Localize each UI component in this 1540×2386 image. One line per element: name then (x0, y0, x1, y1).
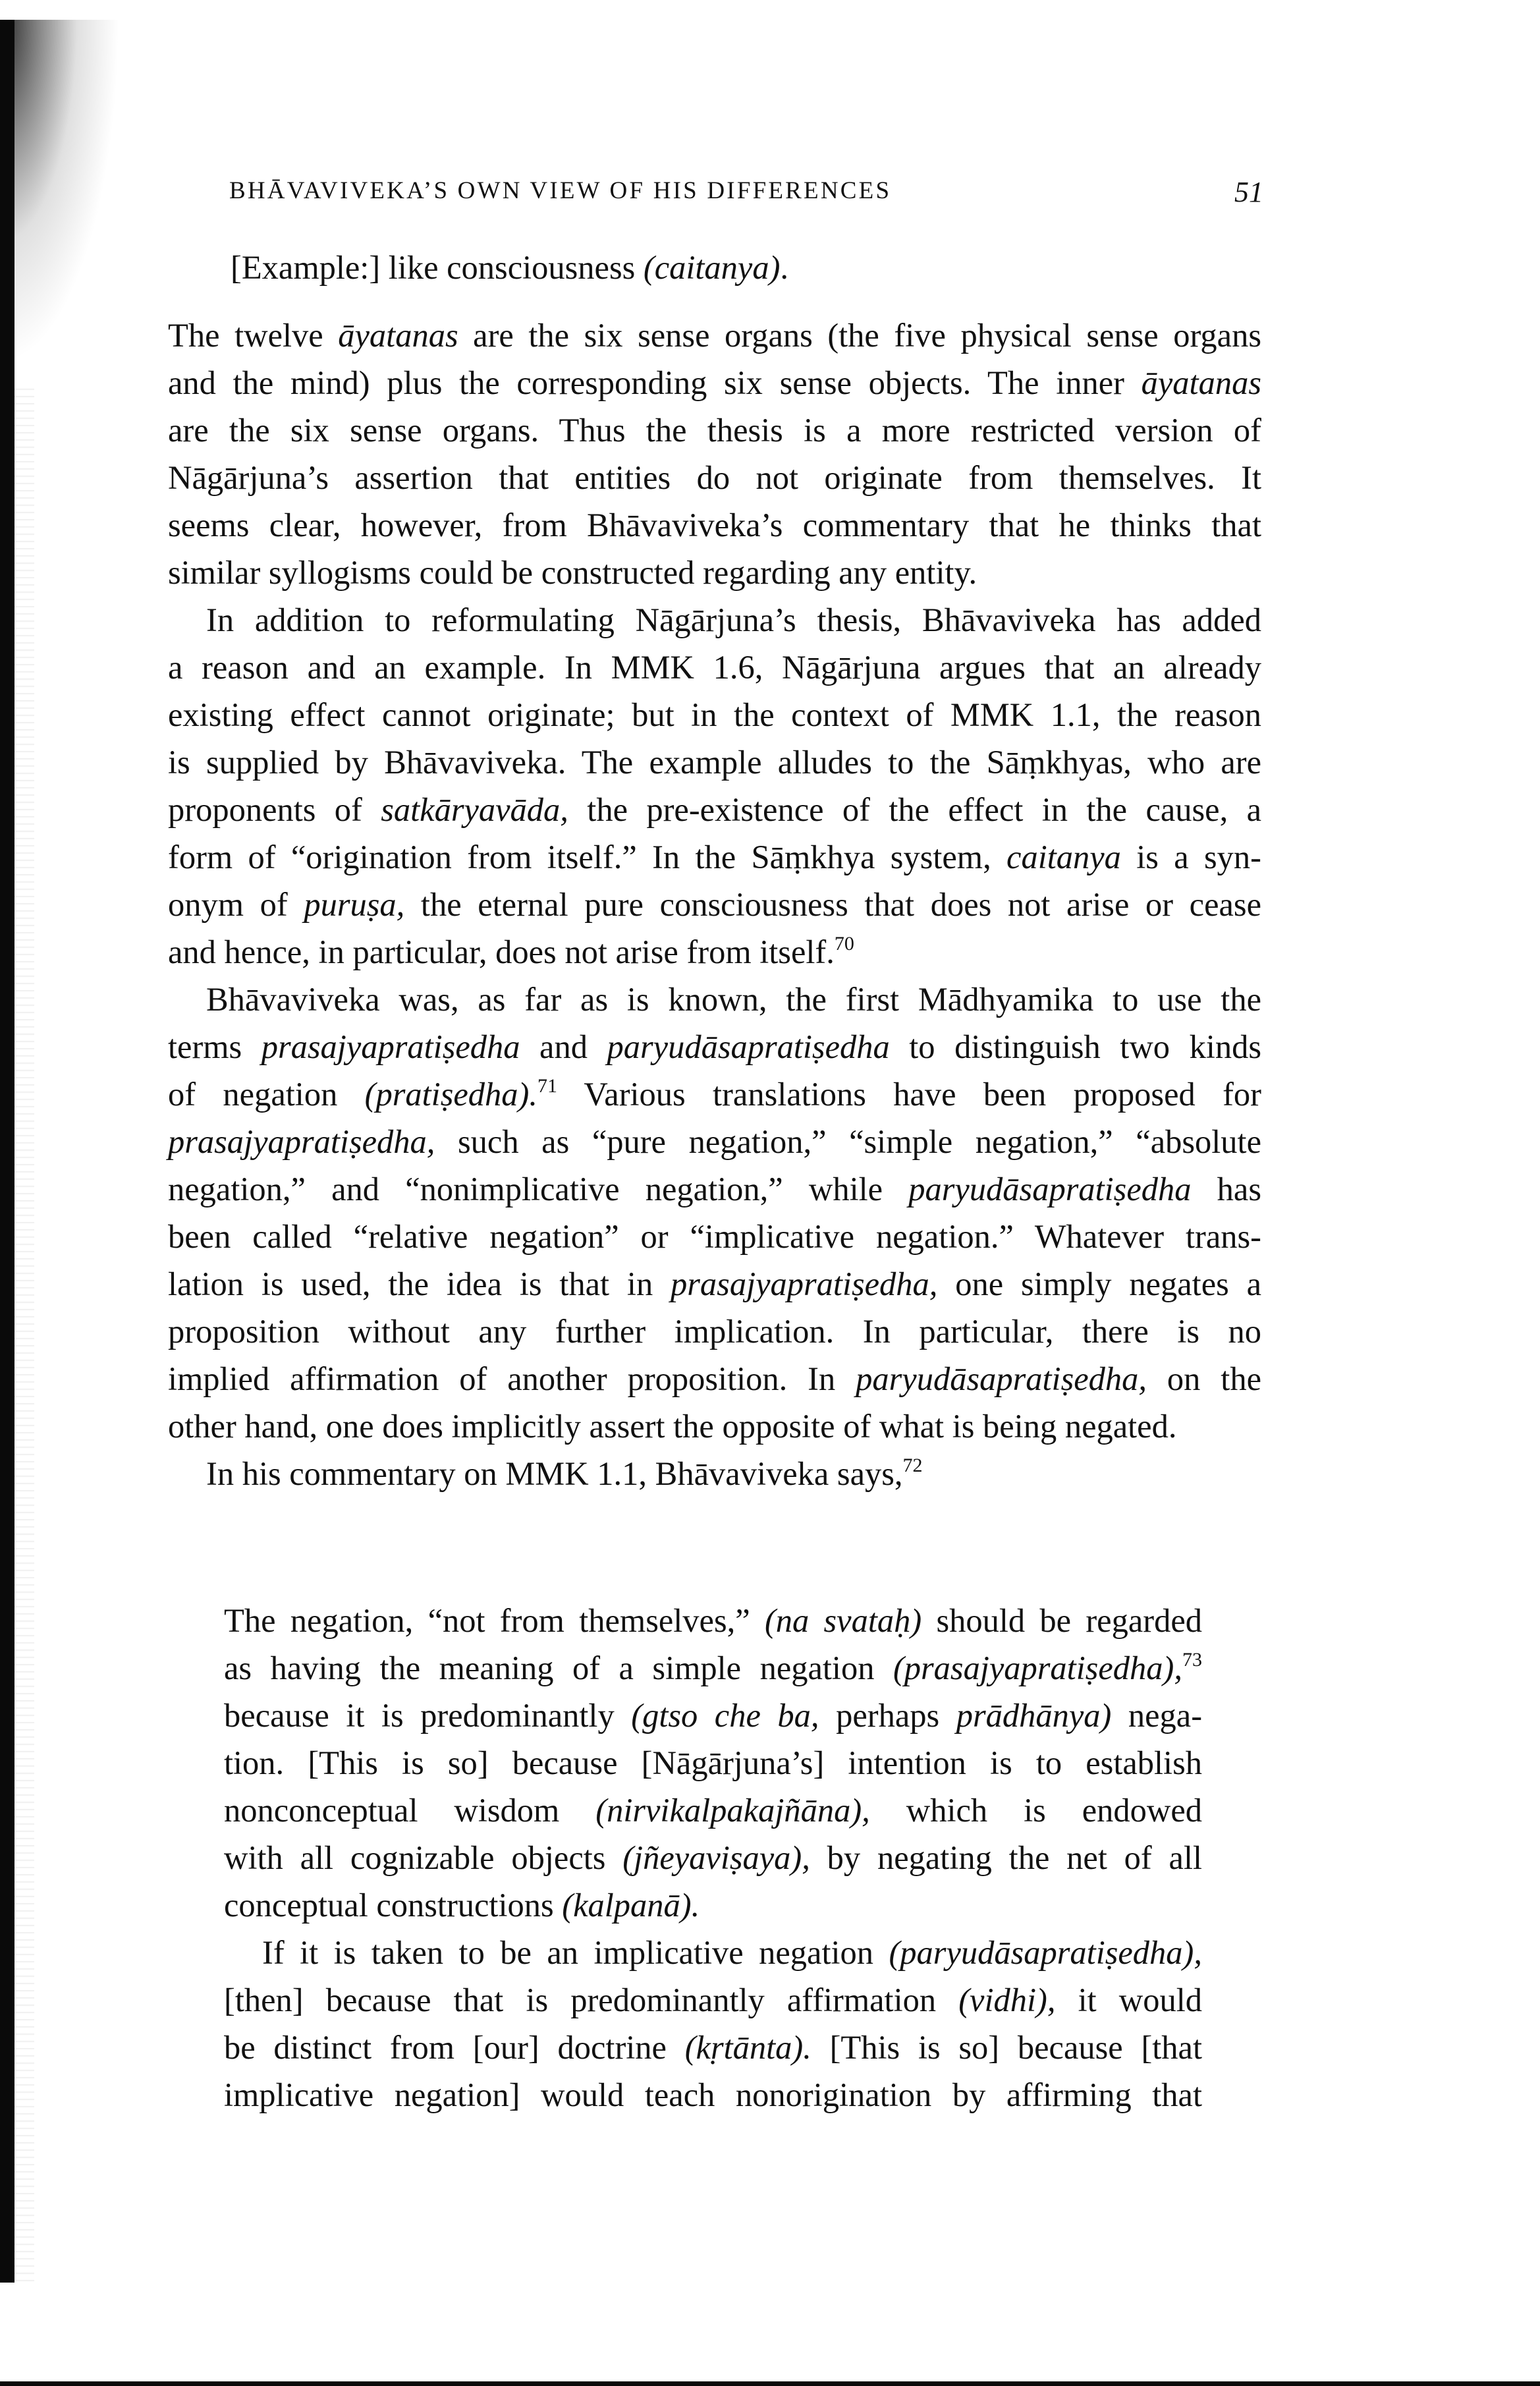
text-run: [This is so] because [that (811, 2029, 1202, 2066)
text-line (168, 928, 1261, 976)
text-run: tion. [This is so] because [Nāgārjuna’s] intention is to establish (224, 1744, 1202, 1781)
text-line (168, 1308, 1261, 1355)
footnote-ref[interactable]: 73 (1182, 1649, 1202, 1671)
text-line (224, 1834, 1202, 1881)
italic-term: āyatanas (1141, 364, 1261, 401)
footnote-ref[interactable]: 72 (902, 1455, 923, 1476)
text-run: been called “relative negation” or “implicative negation.” Whatever trans- (168, 1218, 1261, 1255)
italic-term: paryudāsapratiṣedha (908, 1171, 1192, 1207)
italic-term: prādhānya) (956, 1697, 1112, 1734)
body-paragraph (168, 976, 1261, 1450)
text-line (168, 501, 1261, 549)
text-line (168, 976, 1261, 1023)
text-line (168, 644, 1261, 691)
scan-corner-shadow (0, 20, 125, 389)
italic-term: (vidhi), (958, 1982, 1056, 2018)
text-run: If it is taken to be an implicative negation (262, 1934, 889, 1971)
text-line (168, 1165, 1261, 1213)
text-line (168, 691, 1261, 738)
italic-term: (kalpanā). (562, 1887, 700, 1924)
body-paragraph (168, 596, 1261, 976)
text-run: one simply negates a (937, 1265, 1262, 1302)
block-quote (224, 1597, 1202, 2119)
text-run: is supplied by Bhāvaviveka. The example alludes to the Sāṃkhyas, who are (168, 744, 1261, 781)
text-line (224, 2071, 1202, 2119)
quote-paragraph (224, 1597, 1202, 1929)
text-line (168, 881, 1261, 928)
text-run: In addition to reformulating Nāgārjuna’s thesis, Bhāvaviveka has added (206, 601, 1261, 638)
text-run: implicative negation] would teach nonorigination by affirming that (224, 2076, 1202, 2113)
text-run: onym of (168, 886, 304, 923)
text-line (168, 1260, 1261, 1308)
text-run: are the six sense organs. Thus the thesis is a more restricted version of (168, 412, 1261, 449)
text-line (168, 596, 1261, 644)
text-run: should be regarded (921, 1602, 1202, 1639)
text-run: seems clear, however, from Bhāvaviveka’s commentary that he thinks that (168, 507, 1261, 543)
text-line (168, 312, 1261, 359)
text-run: proposition without any further implication. In particular, there is no (168, 1313, 1261, 1350)
italic-term: (nirvikalpakajñāna), (595, 1792, 870, 1829)
italic-term: (paryudāsapratiṣedha), (889, 1934, 1202, 1971)
italic-term: (pratiṣedha). (364, 1076, 537, 1113)
italic-term: prasajyapratiṣedha (261, 1028, 520, 1065)
example-suffix: . (780, 249, 789, 286)
example-italic-term: (caitanya) (643, 249, 781, 286)
quote-paragraph (224, 1929, 1202, 2119)
scan-bottom-edge (0, 2381, 1540, 2386)
footnote-ref[interactable]: 70 (834, 933, 854, 955)
italic-term: (jñeyaviṣaya), (622, 1839, 810, 1876)
italic-term: (gtso che ba, (631, 1697, 819, 1734)
text-run: and hence, in particular, does not arise from itself. (168, 933, 835, 970)
text-run: lation is used, the idea is that in (168, 1265, 671, 1302)
text-line (224, 1787, 1202, 1834)
italic-term: āyatanas (338, 317, 458, 354)
text-run: which is endowed (869, 1792, 1202, 1829)
text-line (168, 1355, 1261, 1402)
text-line (168, 1070, 1261, 1118)
text-line (168, 1213, 1261, 1260)
text-run: negation,” and “nonimplicative negation,” while (168, 1171, 909, 1207)
text-run: and the mind) plus the corresponding six sense objects. The inner (168, 364, 1141, 401)
italic-term: satkāryavāda, (381, 791, 568, 828)
text-line (168, 406, 1261, 454)
text-run: on the (1147, 1360, 1261, 1397)
example-prefix: [Example:] like consciousness (231, 249, 644, 286)
text-run: of negation (168, 1076, 365, 1113)
text-run: it would (1055, 1982, 1203, 2018)
text-run: The twelve (168, 317, 339, 354)
text-run: proponents of (168, 791, 381, 828)
text-run: nega- (1111, 1697, 1203, 1734)
text-line (168, 1118, 1261, 1165)
italic-term: puruṣa, (304, 886, 405, 923)
text-run: is a syn- (1120, 839, 1261, 875)
text-line (224, 1929, 1202, 1976)
text-run: In his commentary on MMK 1.1, Bhāvaviveka says, (206, 1455, 903, 1492)
text-run: to distinguish two kinds (889, 1028, 1262, 1065)
text-run: Bhāvaviveka was, as far as is known, the first Mādhyamika to use the (206, 981, 1261, 1018)
text-run: are the six sense organs (the five physical sense organs (458, 317, 1261, 354)
text-run: a reason and an example. In MMK 1.6, Nāgārjuna argues that an already (168, 649, 1261, 686)
italic-term: paryudāsapratiṣedha, (856, 1360, 1147, 1397)
text-line (168, 1450, 1261, 1497)
text-run: by negating the net of all (810, 1839, 1203, 1876)
text-run: similar syllogisms could be constructed regarding any entity. (168, 554, 977, 591)
italic-term: caitanya (1006, 839, 1121, 875)
text-run: Nāgārjuna’s assertion that entities do not originate from themselves. It (168, 459, 1261, 496)
text-run: with all cognizable objects (224, 1839, 623, 1876)
text-run: nonconceptual wisdom (224, 1792, 596, 1829)
text-run: such as “pure negation,” “simple negation,” “absolute (435, 1123, 1261, 1160)
text-line (168, 786, 1261, 833)
text-line (168, 549, 1261, 596)
italic-term: prasajyapratiṣedha, (168, 1123, 435, 1160)
running-head-title: BHĀVAVIVEKA’S OWN VIEW OF HIS DIFFERENCES (229, 177, 892, 204)
text-run: existing effect cannot originate; but in the context of MMK 1.1, the reason (168, 696, 1261, 733)
text-line (168, 454, 1261, 501)
scan-left-edge (0, 20, 14, 2283)
text-run: The negation, “not from themselves,” (224, 1602, 765, 1639)
running-head (229, 177, 1263, 216)
page-number: 51 (1234, 176, 1263, 208)
text-line (224, 1739, 1202, 1787)
italic-term: prasajyapratiṣedha, (671, 1265, 938, 1302)
text-line (224, 1644, 1202, 1692)
text-run: terms (168, 1028, 261, 1065)
body-text (168, 312, 1261, 1497)
text-run: form of “origination from itself.” In the Sāṃkhya system, (168, 839, 1007, 875)
text-line (224, 1881, 1202, 1929)
italic-term: (kṛtānta). (684, 2029, 811, 2066)
text-run: Various translations have been proposed for (557, 1076, 1261, 1113)
text-line (224, 1597, 1202, 1644)
text-line (224, 1692, 1202, 1739)
body-paragraph (168, 312, 1261, 596)
text-run: the eternal pure consciousness that does not arise or cease (404, 886, 1261, 923)
text-run: other hand, one does implicitly assert the opposite of what is being negated. (168, 1408, 1177, 1445)
footnote-ref[interactable]: 71 (537, 1075, 557, 1097)
text-line (168, 1023, 1261, 1070)
text-run: the pre-existence of the effect in the cause, a (568, 791, 1262, 828)
text-line (168, 359, 1261, 406)
text-run: as having the meaning of a simple negation (224, 1650, 893, 1686)
text-run: be distinct from [our] doctrine (224, 2029, 685, 2066)
text-run: because it is predominantly (224, 1697, 632, 1734)
italic-term: (na svataḥ) (764, 1602, 922, 1639)
text-line (224, 1976, 1202, 2024)
text-line (168, 738, 1261, 786)
text-run: conceptual constructions (224, 1887, 563, 1924)
italic-term: paryudāsapratiṣedha (607, 1028, 890, 1065)
text-line (168, 833, 1261, 881)
scan-left-speckle (14, 389, 34, 2286)
text-run: and (520, 1028, 607, 1065)
text-run: has (1191, 1171, 1261, 1207)
text-run: implied affirmation of another proposition. In (168, 1360, 856, 1397)
text-line (168, 1402, 1261, 1450)
italic-term: (prasajyapratiṣedha), (893, 1650, 1182, 1686)
text-run: perhaps (819, 1697, 956, 1734)
body-paragraph (168, 1450, 1261, 1497)
text-line (224, 2024, 1202, 2071)
example-line (231, 244, 788, 291)
text-run: [then] because that is predominantly affirmation (224, 1982, 959, 2018)
